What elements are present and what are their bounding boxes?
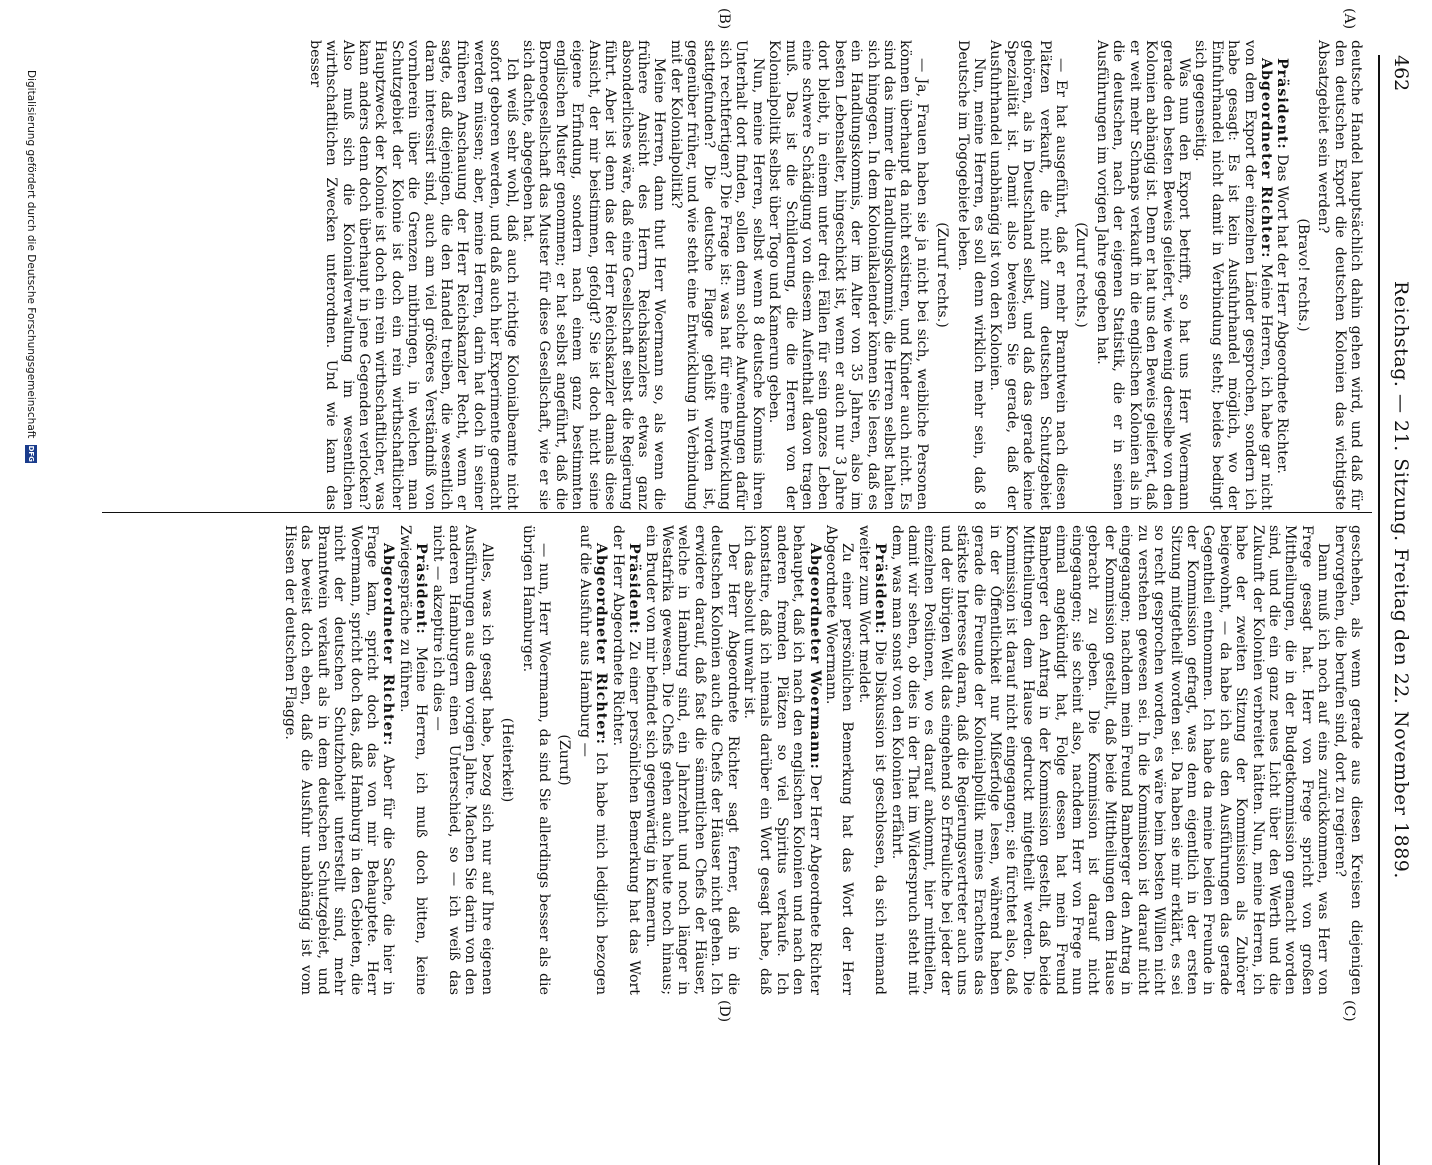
page-number: 462 xyxy=(1390,55,1412,92)
column-divider xyxy=(102,512,1372,513)
paragraph-text: Die Diskussion ist geschlossen, da sich niemand weiter zum Wort meldet. xyxy=(855,525,889,995)
paragraph-text: (Zuruf rechts.) xyxy=(1073,222,1090,328)
paragraph xyxy=(741,525,823,995)
paragraph xyxy=(577,525,610,995)
paragraph-text: (Zuruf) xyxy=(556,734,573,786)
paragraph-text: (Zuruf rechts.) xyxy=(934,222,951,328)
paragraph-text: Zu einer persönlichen Bemerkung hat das Wort der Herr Abgeordnete Woermann. xyxy=(823,525,856,995)
paragraph xyxy=(1294,40,1310,510)
paragraph-text: Das Wort hat der Herr Abgeordnete Richter. xyxy=(1274,149,1291,474)
margin-marker-d: (D) xyxy=(716,1000,732,1023)
speaker-name: Präsident: xyxy=(872,543,889,635)
speaker-name: Präsident: xyxy=(626,543,643,635)
paragraph-text: Der Herr Abgeordnete Richter behauptet, daß ich nach den englischen Kolonien und nach den anderen fremden Plätzen so viel Spiritus verkaufe. Ich konstatire, daß ich niemals darüber ein Wort gesagt habe, daß ich das absolut unwahr ist. xyxy=(740,525,823,995)
paragraph xyxy=(282,525,397,995)
speaker-name: Präsident: xyxy=(1274,58,1291,150)
paragraph-text: geschehen, als wenn gerade aus diesen Kreisen diejenigen hervorgehen, die berufen sind, dort zu regieren? xyxy=(1331,525,1364,995)
paragraph-text: Nun, meine Herren, es soll denn wirklich mehr sein, daß 8 Deutsche im Togogebiete leben. xyxy=(954,40,988,510)
speaker-name: Abgeordneter Richter: xyxy=(1257,58,1274,259)
credit-text: Digitalisierung gefördert durch die Deutsche Forschungsgemeinschaft xyxy=(25,70,37,439)
paragraph xyxy=(934,40,950,510)
paragraph-text: (Bravo! rechts.) xyxy=(1294,218,1311,332)
speaker-name: Präsident: xyxy=(413,543,430,635)
page-header xyxy=(1386,40,1412,1120)
paragraph xyxy=(987,40,1069,510)
paragraph xyxy=(556,525,572,995)
paragraph xyxy=(519,525,552,995)
paragraph xyxy=(855,525,888,995)
paragraph-text: Was nun den Export betrifft, so hat uns Herr Woermann gerade den besten Beweis geliefert, wie wenig derselbe von den Kolonien abhängig ist. Denn er hat uns den Beweis geliefert, daß er weit mehr Schnaps verkauft in die englischen Kolonien als in die deutschen, nach der eigenen Statistik, die er in seinen Ausführungen im vorigen Jahre gegeben hat. xyxy=(1093,40,1192,510)
digitization-credit xyxy=(25,70,37,463)
paragraph xyxy=(766,40,930,510)
paragraph-text: Der Herr Abgeordnete Richter sagt ferner, daß in die deutschen Kolonien auch die Chefs der Häuser nicht gehen. Ich erwidere darauf, daß fast die sämmtlichen Chefs der Häuser, welche in Hamburg sind, ein Jahrzehnt und noch länger in Westafrika gewesen. Die Chefs gehen auch heute noch hinaus; ein Bruder von mir befindet sich gegenwärtig in Kamerun. xyxy=(642,525,741,995)
paragraph-text: Dann muß ich noch auf eins zurückkommen, was Herr von Frege gesagt hat. Herr von Frege spricht von großen Mittheilungen, die in der Budgetkommission gemacht worden sind, und die ein ganz neues Licht über den Werth und die Zukunft der Kolonien verbreitet hätten. Nun, meine Herren, ich habe der zweiten Sitzung der Kommission als Zuhörer beigewohnt, — da habe ich aus den Ausführungen das gerade Gegentheil entnommen. Ich habe da meine beiden Freunde in der Kommission gefragt, was denn eigentlich in der ersten Sitzung mitgetheilt worden sei. Da haben sie mir erklärt, es sei so recht gesprochen worden, es wäre beim besten Willen nicht zu verstehen gewesen sei. In die Kommission ist darauf nicht eingegangen; nachdem mein Freund Bamberger den Antrag in der Kommission gestellt, daß beide Mittheilungen dem Hause gebracht zu geben. Die Kommission ist darauf nicht eingegangen; sie scheint also, nachdem Herr von Frege nun einmal angekündigt hat, Folge dessen hat mein Freund Bamberger den Antrag in der Kommission gestellt, daß beide Mittheilungen dem Hause gedruckt mitgetheilt werden. Die Kommission ist darauf nicht eingegangen; sie fürchtet also, daß in der Öffentlichkeit nur Mißerfolge lesen, während haben gerade die Freunde der Kolonialpolitik meines Erachtens das stärkste Interesse daran, daß die Regierungsvertreter auch uns und der übrigen Welt das eingehend so Erfreuliche bei jeder der einzelnen Positionen, wo es darauf ankommt, hier mittheilen, damit wir sehen, ob dies in der That im Widerspruch steht mit dem, was man sonst von den Kolonien erfährt. xyxy=(888,525,1332,995)
paragraph xyxy=(499,525,515,995)
paragraph-text: — Er hat ausgeführt, daß er mehr Branntwein nach diesen Plätzen verkauft, die nicht zum deutschen Schutzgebiet gehören, als in Deutschland selbst, und daß das gerade keine Spezialität ist. Damit also beweisen Sie gerade, daß der Ausfuhrhandel unabhängig ist von den Kolonien. xyxy=(987,40,1070,510)
left-column xyxy=(306,40,1364,510)
paragraph-text: Alles, was ich gesagt habe, bezog sich nur auf Ihre eigenen Ausführungen aus dem vorigen Jahre. Machen Sie darin von den anderen Hamburgern einen Unterschied, so — ich weiß das nicht — akzeptire ich dies — xyxy=(429,525,495,995)
paragraph-text: — Ja, Frauen haben sie ja nicht bei sich, weibliche Personen können überhaupt da nicht existiren, und Kinder auch nicht. Es sind das immer die Handlungskommis, die Herren selbst halten sich hingegen. In dem Kolonialkalender können Sie lesen, daß es ein Handlungskommis, der im Alter von 35 Jahren, also im besten Lebensalter, hingeschickt ist, wenn er auch nur 3 Jahre dort bleibt, in einem unter drei Fällen für sein ganzes Leben eine schwere Schädigung von diesem Aufenthalt davon tragen muß. Das ist die Schilderung, die die Herren von der Kolonialpolitik selbst über Togo und Kamerun geben. xyxy=(766,40,930,510)
margin-marker-c: (C) xyxy=(1341,1000,1357,1022)
paragraph xyxy=(396,525,429,995)
paragraph xyxy=(609,525,642,995)
paragraph xyxy=(1094,40,1192,510)
paragraph-text: Meine Herren, dann thut Herr Woermann so, als wenn die frühere Ansicht des Herrn Reichskanzlers etwas ganz absonderliches wäre, daß eine Gesellschaft selbst die Regierung führt. Aber ist denn das der Herr Reichskanzler damals diese Ansicht, der mir beistimmen, gefolgt? Sie ist doch nicht seine eigene Erfindung, sondern nach einem ganz bestimmten englischen Muster genommen; er hat selbst angeführt, daß die Borneogesellschaft das Muster für diese Gesellschaft, wie er sie sich dachte, abgegeben hat. xyxy=(520,40,668,510)
paragraph xyxy=(1192,40,1274,510)
paragraph-text: (Heiterkeit) xyxy=(499,717,516,803)
paragraph-text: Aber für die Sache, die hier in Frage kam, spricht doch das von mir Behauptete. Herr Woermann, spricht doch das, daß Hamburg in den Gebieten, die nicht der deutschen Schutzhoheit unterstellt sind, mehr Branntwein verkauft als in dem deutschen Schutzgebiet, und das beweist doch eben, daß die Ausfuhr unabhängig ist vom Hissen der deutschen Flagge. xyxy=(282,525,397,995)
running-title: Reichstag. — 21. Sitzung. Freitag den 22. November 1889. xyxy=(1390,281,1412,879)
paragraph xyxy=(429,525,495,995)
paragraph xyxy=(1315,40,1364,510)
paragraph xyxy=(667,40,765,510)
margin-marker-b: (B) xyxy=(716,8,732,30)
paragraph-text: Meine Herren, ich habe gar nicht von dem Export der einzelnen Länder gesprochen, sondern ich habe gesagt: Es ist kein Ausfuhrhandel möglich, wo der Einfuhrhandel nicht damit in Verbindung steht; beides bedingt sich gegenseitig. xyxy=(1192,40,1274,510)
paragraph-text: Meine Herren, ich muß doch bitten, keine Zwiegespräche zu führen. xyxy=(396,525,430,995)
paragraph xyxy=(1073,40,1089,510)
paragraph-text: — nun, Herr Woermann, da sind Sie allerdings besser als die übrigen Hamburger. xyxy=(519,525,553,995)
paragraph-text: Zu einer persönlichen Bemerkung hat das Wort der Herr Abgeordnete Richter. xyxy=(609,525,643,995)
dfg-logo: DFG xyxy=(27,445,35,462)
right-column xyxy=(282,525,1364,995)
paragraph-text: Nun, meine Herren, selbst wenn 8 deutsche Kommis ihren Unterhalt dort finden, sollen denn solche Aufwendungen dafür sich rechtfertigen? Die Frage ist: was hat für eine Entwicklung stattgefunden? Die deutsche Flagge gehißt worden ist, gegenüber früher, und wie steht eine Entwicklung in Verbindung mit der Kolonialpolitik? xyxy=(667,40,766,510)
paragraph-text: Ich weiß sehr wohl, daß auch richtige Kolonialbeamte nicht sofort geboren werden, und daß auch hier Experimente gemacht werden müssen; aber, meine Herren, darin hat doch in seiner früheren Anschauung der Herr Reichskanzler Recht, wenn er sagte, daß diejenigen, die den Handel treiben, die wesentlich daran interessirt sind, auch am viel größeres Verständniß von vornherein über die Grenzen mitbringen, in welchen man Schutzgebiet der Kolonie ist doch ein rein wirthschaftlicher Hauptzweck der Kolonie ist doch ein rein wirthschaftlicher, was kann anders denn doch überhaupt in jene Gegenden verlocken? Also muß sich die Kolonialverwaltung im wesentlichen wirthschaftlichen Zwecken unterordnen. Und wie kann das besser xyxy=(306,40,520,510)
paragraph-text: Ich habe mich lediglich bezogen auf die Ausfuhr aus Hamburg — xyxy=(576,525,610,995)
paragraph xyxy=(1274,40,1290,510)
paragraph xyxy=(520,40,668,510)
speaker-name: Abgeordneter Richter: xyxy=(593,543,610,746)
speaker-name: Abgeordneter Woermann: xyxy=(806,543,823,770)
paragraph xyxy=(888,525,1331,995)
paragraph xyxy=(954,40,987,510)
margin-marker-a: (A) xyxy=(1341,8,1357,30)
paragraph-text: deutsche Handel hauptsächlich dahin gehen wird, und daß für den deutschen Export die deutschen Kolonien das wichtigste Absatzgebiet sein werden? xyxy=(1315,40,1364,510)
speaker-name: Abgeordneter Richter: xyxy=(380,543,397,747)
paragraph xyxy=(306,40,519,510)
paragraph xyxy=(823,525,856,995)
header-rule xyxy=(1378,55,1380,1165)
paragraph xyxy=(642,525,740,995)
paragraph xyxy=(1331,525,1364,995)
